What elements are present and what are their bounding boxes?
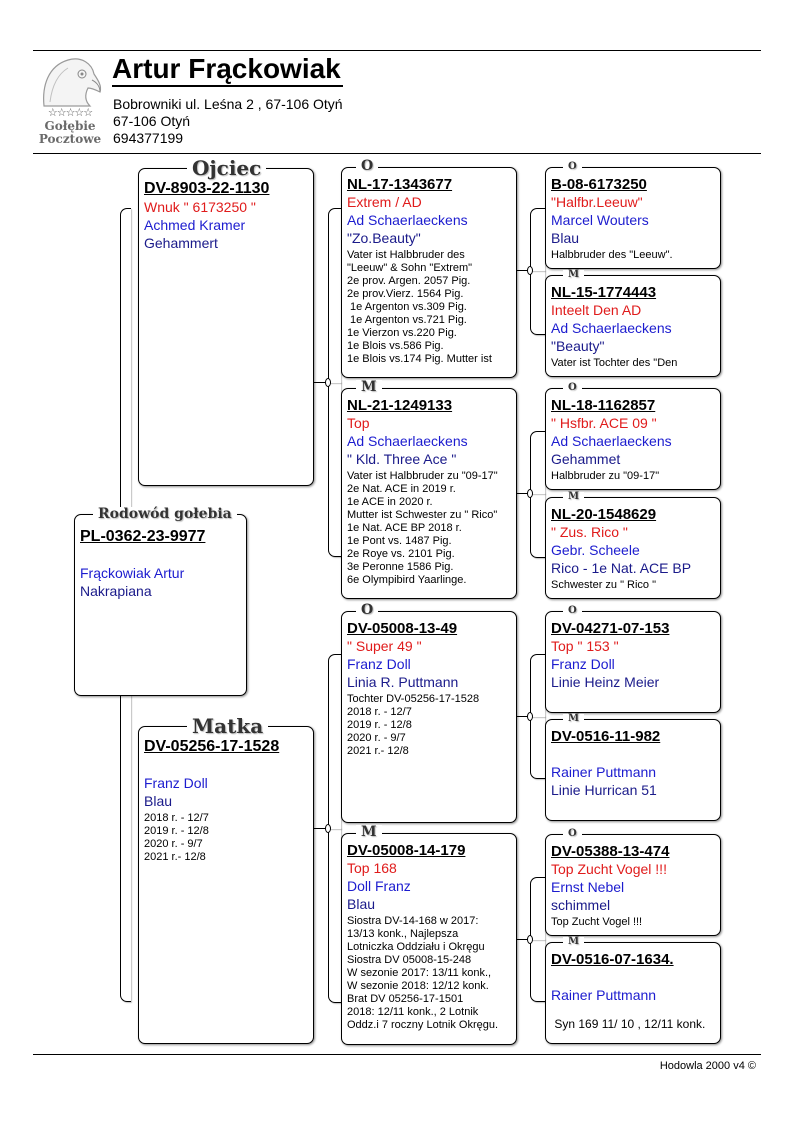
father-card[interactable] (138, 168, 314, 486)
connector-mfm (530, 716, 545, 779)
mother-breeder: Franz Doll (144, 775, 208, 791)
connector-fm-node (527, 489, 533, 498)
ffm-extra: "Beauty" (551, 338, 605, 354)
mm-card[interactable] (341, 833, 517, 1045)
logo-text-line1: Gołębie (44, 119, 96, 133)
mf-name: " Super 49 " (347, 638, 422, 654)
mmf-notes: Top Zucht Vogel !!! (551, 916, 643, 928)
connector-ff (328, 208, 341, 383)
connector-ff-node (527, 266, 533, 275)
mff-breeder: Franz Doll (551, 656, 615, 672)
mm-notes: Siostra DV-14-168 w 2017: 13/13 konk., Najlepsza Lotniczka Oddziału i Okręgu Siostra DV 05008-15-248 W sezonie 2017: 13/11 konk., W sezonie 2018: 12/12 konk. Brat DV 05256-17-1501 2018: 12/11 konk., 2 Lotnik Oddz.i 7 roczny Lotnik Okręgu. (347, 915, 499, 1031)
fmf-extra: Gehammet (551, 451, 621, 467)
connector-mff (530, 654, 545, 717)
ff-extra: "Zo.Beauty" (347, 230, 421, 246)
fm-breeder: Ad Schaerlaeckens (347, 433, 468, 449)
fff-legend: O (563, 162, 582, 172)
mother-color: Blau (144, 793, 173, 809)
fmm-extra: Rico - 1e Nat. ACE BP (551, 560, 692, 576)
mf-breeder: Franz Doll (347, 656, 411, 672)
logo (34, 56, 106, 148)
mother-ring-number: DV-05256-17-1528 (144, 738, 280, 755)
mmm-notes: Syn 169 11/ 10 , 12/11 konk. (551, 1017, 706, 1031)
mm-name: Top 168 (347, 860, 397, 876)
fmm-legend: M (563, 492, 584, 502)
footer-credit: Hodowla 2000 v4 © (659, 1060, 756, 1072)
fff-ring-number: B-08-6173250 (551, 176, 647, 193)
father-color: Gehammert (144, 235, 218, 251)
subject-ring-number: PL-0362-23-9977 (80, 528, 206, 545)
ff-notes: Vater ist Halbbruder des "Leeuw" & Sohn "Extrem" 2e prov. Argen. 2057 Pig. 2e prov.Vierz. 1564 Pig. 1e Argenton vs.309 Pig. 1e Argenton vs.721 Pig. 1e Vierzon vs.220 Pig. 1e Blois vs.586 Pig. 1e Blois vs.174 Pig. Mutter ist (347, 249, 492, 365)
fmf-notes: Halbbruder zu "09-17" (551, 470, 660, 482)
mf-ring-number: DV-05008-13-49 (347, 620, 458, 637)
connector-mm-node (527, 935, 533, 944)
owner-address: Bobrowniki ul. Leśna 2 , 67-106 Otyń (113, 96, 343, 112)
connector-mother-node (325, 824, 331, 833)
mf-extra: Linia R. Puttmann (347, 674, 459, 690)
fmm-card[interactable] (545, 497, 721, 599)
mf-legend: O (356, 603, 378, 617)
ffm-name: Inteelt Den AD (551, 302, 642, 318)
footer-rule (33, 1054, 761, 1055)
mfm-legend: M (563, 714, 584, 724)
top-rule (33, 50, 761, 51)
fff-extra: Blau (551, 230, 580, 246)
connector-mf (328, 654, 341, 829)
owner-city: 67-106 Otyń (113, 113, 191, 129)
fff-card[interactable] (545, 167, 721, 269)
subject-card[interactable] (74, 514, 247, 696)
connector-ffm (530, 270, 545, 335)
logo-text-line2: Pocztowe (38, 132, 102, 146)
fmf-card[interactable] (545, 388, 721, 490)
father-ring-number: DV-8903-22-1130 (144, 180, 270, 197)
connector-fmf (530, 431, 545, 494)
subject-color: Nakrapiana (80, 583, 152, 599)
connector-fm (328, 382, 341, 557)
fmf-ring-number: NL-18-1162857 (551, 397, 656, 414)
fmf-legend: O (563, 383, 582, 393)
connector-subject-father (120, 208, 131, 515)
header-rule (33, 153, 761, 154)
mmm-breeder: Rainer Puttmann (551, 987, 657, 1003)
ff-legend: O (356, 159, 378, 173)
mf-notes: Tochter DV-05256-17-1528 2018 r. - 12/7 2019 r. - 12/8 2020 r. - 9/7 2021 r.- 12/8 (347, 693, 480, 757)
father-name: Wnuk " 6173250 " (144, 199, 256, 215)
mmm-legend: M (563, 937, 584, 947)
subject-legend: Rodowód gołebia (93, 507, 237, 521)
mff-extra: Linie Heinz Meier (551, 674, 660, 690)
fm-legend: M (356, 380, 382, 394)
fmm-breeder: Gebr. Scheele (551, 542, 640, 558)
connector-subject-mother (120, 695, 131, 1002)
connector-father-node (325, 378, 331, 387)
ff-name: Extrem / AD (347, 194, 422, 210)
father-breeder: Achmed Kramer (144, 217, 246, 233)
mother-notes: 2018 r. - 12/7 2019 r. - 12/8 2020 r. - 9/7 2021 r.- 12/8 (144, 812, 209, 863)
connector-mmf (530, 877, 545, 940)
mf-card[interactable] (341, 611, 517, 823)
ffm-legend: M (563, 270, 584, 280)
mm-breeder: Doll Franz (347, 878, 411, 894)
mff-ring-number: DV-04271-07-153 (551, 620, 670, 637)
mff-name: Top " 153 " (551, 638, 619, 654)
mff-card[interactable] (545, 611, 721, 713)
ffm-card[interactable] (545, 275, 721, 377)
mmf-card[interactable] (545, 834, 721, 936)
mmm-ring-number: DV-0516-07-1634. (551, 951, 674, 968)
fmm-name: " Zus. Rico " (551, 524, 628, 540)
mmf-name: Top Zucht Vogel !!! (551, 861, 667, 877)
fm-notes: Vater ist Halbbruder zu "09-17" 2e Nat. ACE in 2019 r. 1e ACE in 2020 r. Mutter ist Schwester zu " Rico" 1e Nat. ACE BP 2018 r. 1e Pont vs. 1487 Pig. 2e Roye vs. 2101 Pig. 3e Peronne 1586 Pig. 6e Olympibird Yaarlinge. (347, 470, 498, 586)
ffm-breeder: Ad Schaerlaeckens (551, 320, 672, 336)
fm-ring-number: NL-21-1249133 (347, 397, 453, 414)
mm-extra: Blau (347, 896, 376, 912)
father-legend: Ojciec (187, 158, 266, 178)
fm-name: Top (347, 415, 370, 431)
fmm-ring-number: NL-20-1548629 (551, 506, 657, 523)
mmf-breeder: Ernst Nebel (551, 879, 625, 895)
fmf-breeder: Ad Schaerlaeckens (551, 433, 672, 449)
mmf-ring-number: DV-05388-13-474 (551, 843, 670, 860)
connector-mmm (530, 939, 545, 1002)
ffm-notes: Vater ist Tochter des "Den (551, 357, 678, 369)
subject-owner: Frąckowiak Artur (80, 565, 185, 581)
fff-name: "Halfbr.Leeuw" (551, 194, 643, 210)
rating-stars: ☆☆☆☆☆ (47, 106, 93, 119)
pigeon-head-icon (38, 56, 102, 108)
ff-breeder: Ad Schaerlaeckens (347, 212, 468, 228)
mfm-card[interactable] (545, 719, 721, 821)
mfm-extra: Linie Hurrican 51 (551, 782, 657, 798)
fff-breeder: Marcel Wouters (551, 212, 649, 228)
mfm-ring-number: DV-0516-11-982 (551, 728, 661, 745)
mother-card[interactable] (138, 726, 314, 1044)
mmf-extra: schimmel (551, 897, 611, 913)
fmf-name: " Hsfbr. ACE 09 " (551, 415, 657, 431)
connector-mf-node (527, 712, 533, 721)
connector-mm (328, 828, 341, 1003)
mother-legend: Matka (187, 716, 268, 736)
mfm-breeder: Rainer Puttmann (551, 764, 657, 780)
mm-ring-number: DV-05008-14-179 (347, 842, 466, 859)
owner-name: Artur Frąckowiak (112, 53, 343, 87)
fm-extra: " Kld. Three Ace " (347, 451, 457, 467)
ff-ring-number: NL-17-1343677 (347, 176, 453, 193)
connector-fff (530, 208, 545, 271)
mmm-card[interactable] (545, 942, 721, 1044)
fmm-notes: Schwester zu " Rico " (551, 579, 657, 591)
mm-legend: M (356, 825, 382, 839)
mff-legend: O (563, 606, 582, 616)
connector-fmm (530, 493, 545, 558)
owner-phone: 694377199 (113, 130, 184, 146)
mmf-legend: O (563, 829, 582, 839)
ffm-ring-number: NL-15-1774443 (551, 284, 657, 301)
fff-notes: Halbbruder des "Leeuw". (551, 249, 673, 261)
fm-card[interactable] (341, 388, 517, 599)
ff-card[interactable] (341, 167, 517, 378)
